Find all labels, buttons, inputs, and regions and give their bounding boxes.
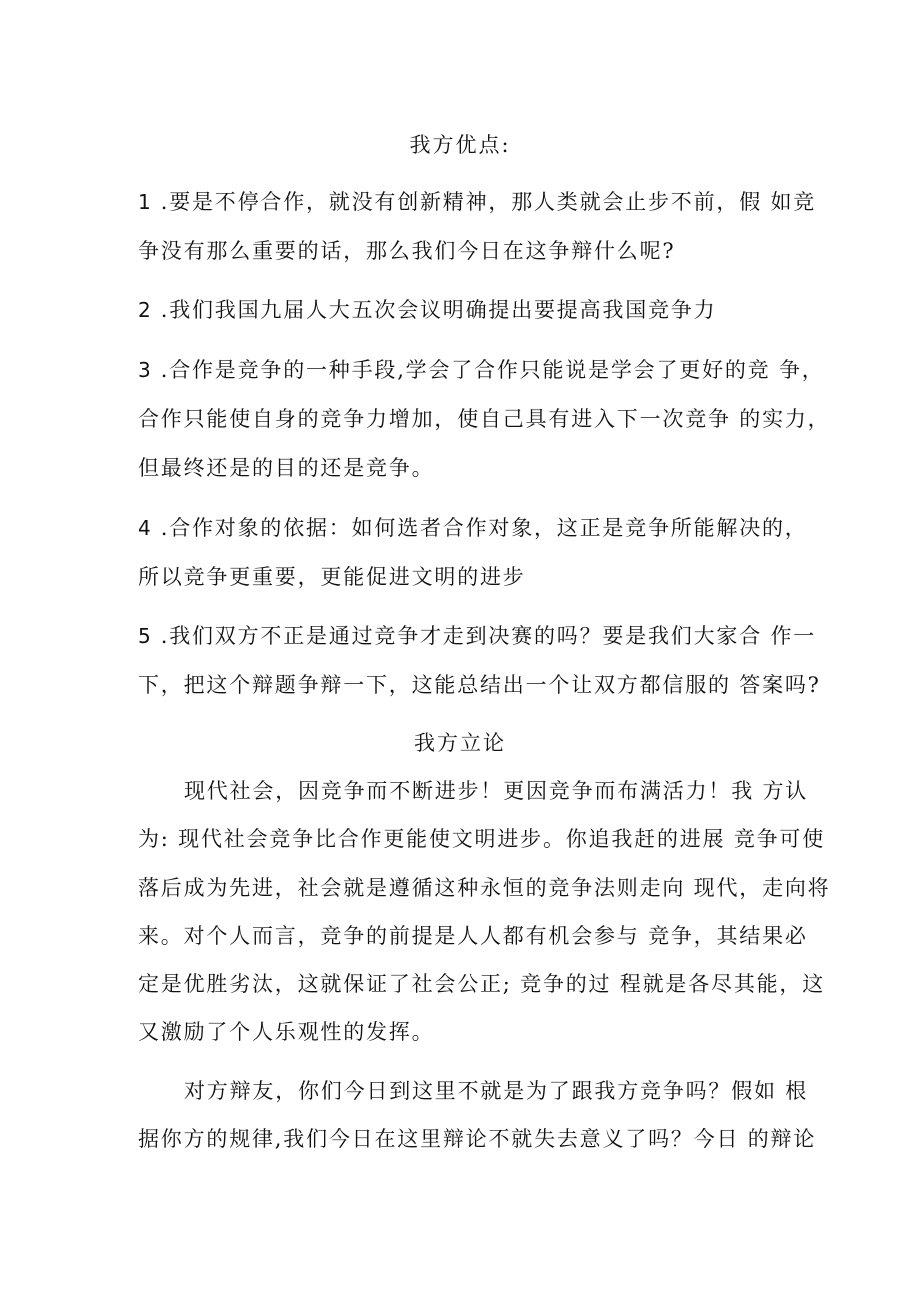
advantage-item-5-line-1: 5 .我们双方不正是通过竞争才走到决赛的吗？要是我们大家合 作一 xyxy=(138,624,817,648)
advantage-item-4-line-1: 4 .合作对象的依据：如何选者合作对象，这正是竞争所能解决的， xyxy=(138,516,808,540)
advantage-item-5-line-2: 下，把这个辩题争辩一下，这能总结出一个让双方都信服的 答案吗? xyxy=(138,673,821,697)
advantage-item-2-line-1: 2 .我们我国九届人大五次会议明确提出要提高我国竞争力 xyxy=(138,298,717,322)
advantage-number-5: 5 xyxy=(138,624,151,648)
advantage-number-3: 3 xyxy=(138,358,151,382)
advantages-heading: 我方优点: xyxy=(409,133,511,157)
advantage-number-2: 2 xyxy=(138,298,151,322)
argument-para-1-line-1: 现代社会，因竞争而不断进步！更因竞争而布满活力！我 方认 xyxy=(184,779,809,803)
advantage-number-1: 1 xyxy=(138,190,151,214)
advantage-number-4: 4 xyxy=(138,516,151,540)
advantage-item-3-line-1: 3 .合作是竞争的一种手段,学会了合作只能说是学会了更好的竞 争， xyxy=(138,358,825,382)
argument-para-2-line-2: 据你方的规律,我们今日在这里辩论不就失去意义了吗？今日 的辩论 xyxy=(138,1127,817,1151)
argument-para-1-line-4: 来。对个人而言，竞争的前提是人人都有机会参与 竞争，其结果必 xyxy=(138,924,808,948)
advantage-item-3-line-2: 合作只能使自身的竞争力增加，使自己具有进入下一次竞争 的实力， xyxy=(138,407,831,431)
argument-para-2-line-1: 对方辩友，你们今日到这里不就是为了跟我方竞争吗？假如 根 xyxy=(184,1079,809,1103)
argument-heading: 我方立论 xyxy=(414,731,506,755)
argument-para-1-line-6: 又激励了个人乐观性的发挥。 xyxy=(138,1020,435,1044)
argument-para-1-line-5: 定是优胜劣汰，这就保证了社会公正; 竞争的过 程就是各尽其能，这 xyxy=(138,972,826,996)
advantage-item-3-line-3: 但最终还是的目的还是竞争。 xyxy=(138,456,435,480)
advantage-item-1-line-2: 争没有那么重要的话，那么我们今日在这争辩什么呢? xyxy=(138,239,676,263)
argument-para-1-line-3: 落后成为先进，社会就是遵循这种永恒的竞争法则走向 现代，走向将 xyxy=(138,876,831,900)
advantage-item-4-line-2: 所以竞争更重要，更能促进文明的进步 xyxy=(138,565,526,589)
advantage-item-1-line-1: 1 .要是不停合作，就没有创新精神，那人类就会止步不前，假 如竞 xyxy=(138,190,817,214)
argument-para-1-line-2: 为: 现代社会竞争比合作更能使文明进步。你追我赶的进展 竞争可使 xyxy=(138,827,826,851)
